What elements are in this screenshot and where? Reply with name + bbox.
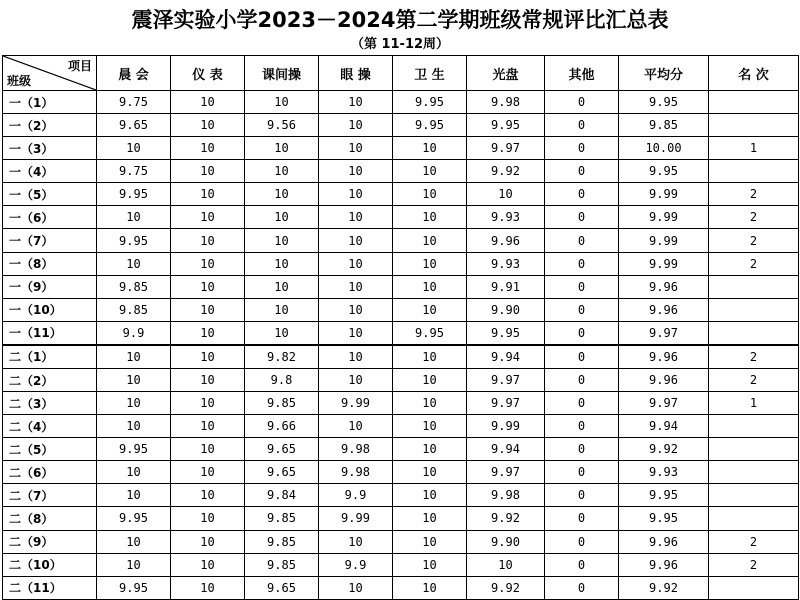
cell-average: 9.93 xyxy=(619,461,709,484)
table-row xyxy=(3,392,799,415)
cell-clean-plate: 9.91 xyxy=(467,275,545,298)
cell-rank: 2 xyxy=(709,553,799,576)
cell-rank xyxy=(709,576,799,599)
cell-other: 0 xyxy=(545,553,619,576)
col-header-average: 平均分 xyxy=(619,56,709,91)
table-row xyxy=(3,91,799,114)
cell-average: 9.95 xyxy=(619,507,709,530)
cell-average: 9.96 xyxy=(619,530,709,553)
cell-appearance: 10 xyxy=(171,137,245,160)
table-row xyxy=(3,229,799,252)
table-row xyxy=(3,206,799,229)
cell-hygiene: 10 xyxy=(393,275,467,298)
cell-average: 9.96 xyxy=(619,298,709,321)
class-name-cell: 一（4） xyxy=(3,160,97,183)
cell-recess-exercise: 9.66 xyxy=(245,415,319,438)
cell-average: 10.00 xyxy=(619,137,709,160)
table-row xyxy=(3,345,799,369)
cell-average: 9.95 xyxy=(619,160,709,183)
cell-eye-exercise: 9.98 xyxy=(319,438,393,461)
class-name-cell: 一（6） xyxy=(3,206,97,229)
cell-hygiene: 10 xyxy=(393,252,467,275)
cell-hygiene: 10 xyxy=(393,507,467,530)
cell-eye-exercise: 10 xyxy=(319,345,393,369)
cell-average: 9.99 xyxy=(619,206,709,229)
cell-rank xyxy=(709,91,799,114)
class-name-cell: 一（2） xyxy=(3,114,97,137)
cell-other: 0 xyxy=(545,298,619,321)
cell-appearance: 10 xyxy=(171,114,245,137)
cell-recess-exercise: 9.85 xyxy=(245,507,319,530)
page-subtitle: （第 11-12周） xyxy=(350,37,450,52)
cell-clean-plate: 9.90 xyxy=(467,298,545,321)
cell-morning-meeting: 10 xyxy=(97,137,171,160)
cell-average: 9.96 xyxy=(619,275,709,298)
cell-eye-exercise: 10 xyxy=(319,298,393,321)
cell-eye-exercise: 9.9 xyxy=(319,484,393,507)
cell-average: 9.96 xyxy=(619,345,709,369)
cell-eye-exercise: 9.98 xyxy=(319,461,393,484)
cell-other: 0 xyxy=(545,137,619,160)
cell-appearance: 10 xyxy=(171,345,245,369)
cell-morning-meeting: 10 xyxy=(97,530,171,553)
cell-other: 0 xyxy=(545,321,619,345)
cell-appearance: 10 xyxy=(171,206,245,229)
cell-rank: 2 xyxy=(709,345,799,369)
cell-recess-exercise: 9.8 xyxy=(245,368,319,391)
cell-average: 9.95 xyxy=(619,484,709,507)
cell-eye-exercise: 10 xyxy=(319,91,393,114)
cell-eye-exercise: 9.9 xyxy=(319,553,393,576)
cell-other: 0 xyxy=(545,345,619,369)
table-body xyxy=(3,91,799,600)
header-row xyxy=(3,56,799,91)
table-row xyxy=(3,252,799,275)
cell-recess-exercise: 10 xyxy=(245,160,319,183)
cell-rank: 2 xyxy=(709,183,799,206)
cell-eye-exercise: 10 xyxy=(319,530,393,553)
cell-rank xyxy=(709,461,799,484)
cell-morning-meeting: 10 xyxy=(97,206,171,229)
col-header-appearance: 仪 表 xyxy=(171,56,245,91)
cell-recess-exercise: 10 xyxy=(245,252,319,275)
table-row xyxy=(3,275,799,298)
class-name-cell: 二（6） xyxy=(3,461,97,484)
table-row xyxy=(3,507,799,530)
table-row xyxy=(3,553,799,576)
cell-appearance: 10 xyxy=(171,183,245,206)
cell-eye-exercise: 10 xyxy=(319,368,393,391)
summary-table xyxy=(2,55,799,600)
cell-appearance: 10 xyxy=(171,368,245,391)
class-name-cell: 二（9） xyxy=(3,530,97,553)
cell-average: 9.92 xyxy=(619,438,709,461)
cell-morning-meeting: 9.85 xyxy=(97,298,171,321)
cell-morning-meeting: 10 xyxy=(97,368,171,391)
cell-clean-plate: 9.97 xyxy=(467,392,545,415)
header-item-label: 项目 xyxy=(67,59,92,73)
cell-recess-exercise: 9.85 xyxy=(245,392,319,415)
cell-appearance: 10 xyxy=(171,252,245,275)
table-row xyxy=(3,321,799,345)
class-name-cell: 一（7） xyxy=(3,229,97,252)
cell-hygiene: 10 xyxy=(393,137,467,160)
cell-recess-exercise: 10 xyxy=(245,275,319,298)
table-row xyxy=(3,137,799,160)
class-name-cell: 一（9） xyxy=(3,275,97,298)
cell-clean-plate: 9.97 xyxy=(467,137,545,160)
table-row xyxy=(3,530,799,553)
cell-eye-exercise: 9.99 xyxy=(319,507,393,530)
cell-average: 9.99 xyxy=(619,183,709,206)
cell-rank: 2 xyxy=(709,252,799,275)
cell-clean-plate: 10 xyxy=(467,553,545,576)
cell-other: 0 xyxy=(545,461,619,484)
cell-hygiene: 10 xyxy=(393,461,467,484)
cell-morning-meeting: 10 xyxy=(97,553,171,576)
cell-eye-exercise: 9.99 xyxy=(319,392,393,415)
cell-clean-plate: 9.95 xyxy=(467,321,545,345)
cell-appearance: 10 xyxy=(171,507,245,530)
cell-clean-plate: 9.98 xyxy=(467,484,545,507)
col-header-other: 其他 xyxy=(545,56,619,91)
cell-other: 0 xyxy=(545,252,619,275)
table-row xyxy=(3,484,799,507)
cell-rank: 1 xyxy=(709,392,799,415)
cell-morning-meeting: 9.95 xyxy=(97,507,171,530)
cell-appearance: 10 xyxy=(171,160,245,183)
cell-clean-plate: 9.97 xyxy=(467,461,545,484)
cell-eye-exercise: 10 xyxy=(319,137,393,160)
cell-morning-meeting: 9.75 xyxy=(97,91,171,114)
cell-appearance: 10 xyxy=(171,553,245,576)
cell-recess-exercise: 10 xyxy=(245,91,319,114)
cell-other: 0 xyxy=(545,206,619,229)
cell-recess-exercise: 9.84 xyxy=(245,484,319,507)
cell-hygiene: 10 xyxy=(393,392,467,415)
cell-average: 9.96 xyxy=(619,368,709,391)
cell-recess-exercise: 10 xyxy=(245,229,319,252)
cell-morning-meeting: 9.75 xyxy=(97,160,171,183)
class-name-cell: 一（1） xyxy=(3,91,97,114)
page-title: 震泽实验小学2023－2024第二学期班级常规评比汇总表 xyxy=(131,8,669,32)
cell-clean-plate: 9.94 xyxy=(467,345,545,369)
cell-clean-plate: 9.92 xyxy=(467,160,545,183)
cell-recess-exercise: 9.65 xyxy=(245,576,319,599)
cell-other: 0 xyxy=(545,576,619,599)
cell-appearance: 10 xyxy=(171,415,245,438)
cell-other: 0 xyxy=(545,275,619,298)
cell-recess-exercise: 10 xyxy=(245,183,319,206)
cell-appearance: 10 xyxy=(171,275,245,298)
class-name-cell: 二（5） xyxy=(3,438,97,461)
cell-appearance: 10 xyxy=(171,484,245,507)
cell-rank xyxy=(709,298,799,321)
class-name-cell: 二（10） xyxy=(3,553,97,576)
header-class-label: 班级 xyxy=(7,74,32,88)
cell-average: 9.94 xyxy=(619,415,709,438)
cell-hygiene: 10 xyxy=(393,206,467,229)
cell-hygiene: 10 xyxy=(393,530,467,553)
cell-hygiene: 10 xyxy=(393,298,467,321)
cell-rank xyxy=(709,321,799,345)
cell-eye-exercise: 10 xyxy=(319,160,393,183)
cell-eye-exercise: 10 xyxy=(319,229,393,252)
col-header-clean-plate: 光盘 xyxy=(467,56,545,91)
class-name-cell: 二（8） xyxy=(3,507,97,530)
cell-hygiene: 10 xyxy=(393,183,467,206)
cell-morning-meeting: 10 xyxy=(97,415,171,438)
cell-hygiene: 10 xyxy=(393,345,467,369)
table-row xyxy=(3,183,799,206)
cell-other: 0 xyxy=(545,91,619,114)
cell-appearance: 10 xyxy=(171,576,245,599)
cell-appearance: 10 xyxy=(171,461,245,484)
cell-appearance: 10 xyxy=(171,530,245,553)
table-row xyxy=(3,160,799,183)
cell-recess-exercise: 10 xyxy=(245,206,319,229)
cell-recess-exercise: 9.65 xyxy=(245,461,319,484)
cell-appearance: 10 xyxy=(171,298,245,321)
cell-morning-meeting: 9.65 xyxy=(97,114,171,137)
cell-clean-plate: 9.99 xyxy=(467,415,545,438)
cell-eye-exercise: 10 xyxy=(319,321,393,345)
cell-eye-exercise: 10 xyxy=(319,275,393,298)
cell-rank: 2 xyxy=(709,368,799,391)
cell-morning-meeting: 9.95 xyxy=(97,183,171,206)
cell-morning-meeting: 9.9 xyxy=(97,321,171,345)
class-name-cell: 二（7） xyxy=(3,484,97,507)
cell-other: 0 xyxy=(545,183,619,206)
class-name-cell: 一（10） xyxy=(3,298,97,321)
class-name-cell: 二（11） xyxy=(3,576,97,599)
cell-rank xyxy=(709,507,799,530)
cell-clean-plate: 9.97 xyxy=(467,368,545,391)
cell-recess-exercise: 10 xyxy=(245,137,319,160)
cell-morning-meeting: 10 xyxy=(97,461,171,484)
cell-morning-meeting: 9.95 xyxy=(97,576,171,599)
cell-average: 9.92 xyxy=(619,576,709,599)
cell-rank: 2 xyxy=(709,206,799,229)
cell-other: 0 xyxy=(545,507,619,530)
cell-hygiene: 10 xyxy=(393,229,467,252)
col-header-recess-exercise: 课间操 xyxy=(245,56,319,91)
cell-clean-plate: 9.96 xyxy=(467,229,545,252)
cell-recess-exercise: 9.82 xyxy=(245,345,319,369)
cell-rank: 2 xyxy=(709,229,799,252)
cell-hygiene: 10 xyxy=(393,415,467,438)
table-row xyxy=(3,461,799,484)
cell-rank xyxy=(709,114,799,137)
cell-morning-meeting: 10 xyxy=(97,345,171,369)
cell-hygiene: 10 xyxy=(393,484,467,507)
cell-morning-meeting: 10 xyxy=(97,484,171,507)
cell-clean-plate: 9.92 xyxy=(467,576,545,599)
cell-hygiene: 10 xyxy=(393,160,467,183)
cell-morning-meeting: 10 xyxy=(97,252,171,275)
cell-clean-plate: 9.98 xyxy=(467,91,545,114)
class-name-cell: 一（8） xyxy=(3,252,97,275)
cell-appearance: 10 xyxy=(171,321,245,345)
header-corner-cell xyxy=(3,56,97,91)
cell-morning-meeting: 9.95 xyxy=(97,438,171,461)
class-name-cell: 二（3） xyxy=(3,392,97,415)
cell-clean-plate: 9.93 xyxy=(467,206,545,229)
cell-other: 0 xyxy=(545,160,619,183)
class-name-cell: 二（1） xyxy=(3,345,97,369)
cell-appearance: 10 xyxy=(171,229,245,252)
cell-other: 0 xyxy=(545,114,619,137)
cell-average: 9.99 xyxy=(619,252,709,275)
cell-average: 9.97 xyxy=(619,321,709,345)
cell-eye-exercise: 10 xyxy=(319,183,393,206)
cell-hygiene: 10 xyxy=(393,368,467,391)
cell-recess-exercise: 9.65 xyxy=(245,438,319,461)
table-row xyxy=(3,368,799,391)
cell-clean-plate: 9.95 xyxy=(467,114,545,137)
cell-recess-exercise: 9.56 xyxy=(245,114,319,137)
cell-other: 0 xyxy=(545,368,619,391)
cell-other: 0 xyxy=(545,415,619,438)
cell-morning-meeting: 9.95 xyxy=(97,229,171,252)
cell-rank xyxy=(709,275,799,298)
table-row xyxy=(3,298,799,321)
cell-appearance: 10 xyxy=(171,438,245,461)
cell-hygiene: 10 xyxy=(393,438,467,461)
class-name-cell: 二（4） xyxy=(3,415,97,438)
class-name-cell: 一（11） xyxy=(3,321,97,345)
cell-hygiene: 9.95 xyxy=(393,114,467,137)
cell-rank xyxy=(709,438,799,461)
cell-rank xyxy=(709,484,799,507)
cell-eye-exercise: 10 xyxy=(319,415,393,438)
table-row xyxy=(3,415,799,438)
cell-appearance: 10 xyxy=(171,392,245,415)
cell-eye-exercise: 10 xyxy=(319,252,393,275)
cell-average: 9.96 xyxy=(619,553,709,576)
cell-hygiene: 9.95 xyxy=(393,321,467,345)
cell-clean-plate: 10 xyxy=(467,183,545,206)
cell-clean-plate: 9.90 xyxy=(467,530,545,553)
cell-recess-exercise: 9.85 xyxy=(245,553,319,576)
table-row xyxy=(3,114,799,137)
cell-average: 9.99 xyxy=(619,229,709,252)
cell-other: 0 xyxy=(545,229,619,252)
cell-morning-meeting: 9.85 xyxy=(97,275,171,298)
cell-appearance: 10 xyxy=(171,91,245,114)
cell-hygiene: 10 xyxy=(393,576,467,599)
cell-clean-plate: 9.93 xyxy=(467,252,545,275)
cell-rank xyxy=(709,160,799,183)
cell-rank: 2 xyxy=(709,530,799,553)
table-row xyxy=(3,576,799,599)
cell-other: 0 xyxy=(545,392,619,415)
cell-morning-meeting: 10 xyxy=(97,392,171,415)
cell-eye-exercise: 10 xyxy=(319,206,393,229)
cell-recess-exercise: 9.85 xyxy=(245,530,319,553)
class-name-cell: 一（5） xyxy=(3,183,97,206)
cell-average: 9.95 xyxy=(619,91,709,114)
col-header-eye-exercise: 眼 操 xyxy=(319,56,393,91)
cell-recess-exercise: 10 xyxy=(245,298,319,321)
cell-other: 0 xyxy=(545,530,619,553)
cell-rank: 1 xyxy=(709,137,799,160)
cell-rank xyxy=(709,415,799,438)
cell-average: 9.97 xyxy=(619,392,709,415)
cell-other: 0 xyxy=(545,484,619,507)
cell-eye-exercise: 10 xyxy=(319,114,393,137)
table-row xyxy=(3,438,799,461)
cell-clean-plate: 9.94 xyxy=(467,438,545,461)
class-name-cell: 二（2） xyxy=(3,368,97,391)
cell-average: 9.85 xyxy=(619,114,709,137)
cell-recess-exercise: 10 xyxy=(245,321,319,345)
cell-hygiene: 9.95 xyxy=(393,91,467,114)
cell-clean-plate: 9.92 xyxy=(467,507,545,530)
col-header-rank: 名 次 xyxy=(709,56,799,91)
class-name-cell: 一（3） xyxy=(3,137,97,160)
cell-eye-exercise: 10 xyxy=(319,576,393,599)
cell-other: 0 xyxy=(545,438,619,461)
col-header-morning-meeting: 晨 会 xyxy=(97,56,171,91)
col-header-hygiene: 卫 生 xyxy=(393,56,467,91)
cell-hygiene: 10 xyxy=(393,553,467,576)
